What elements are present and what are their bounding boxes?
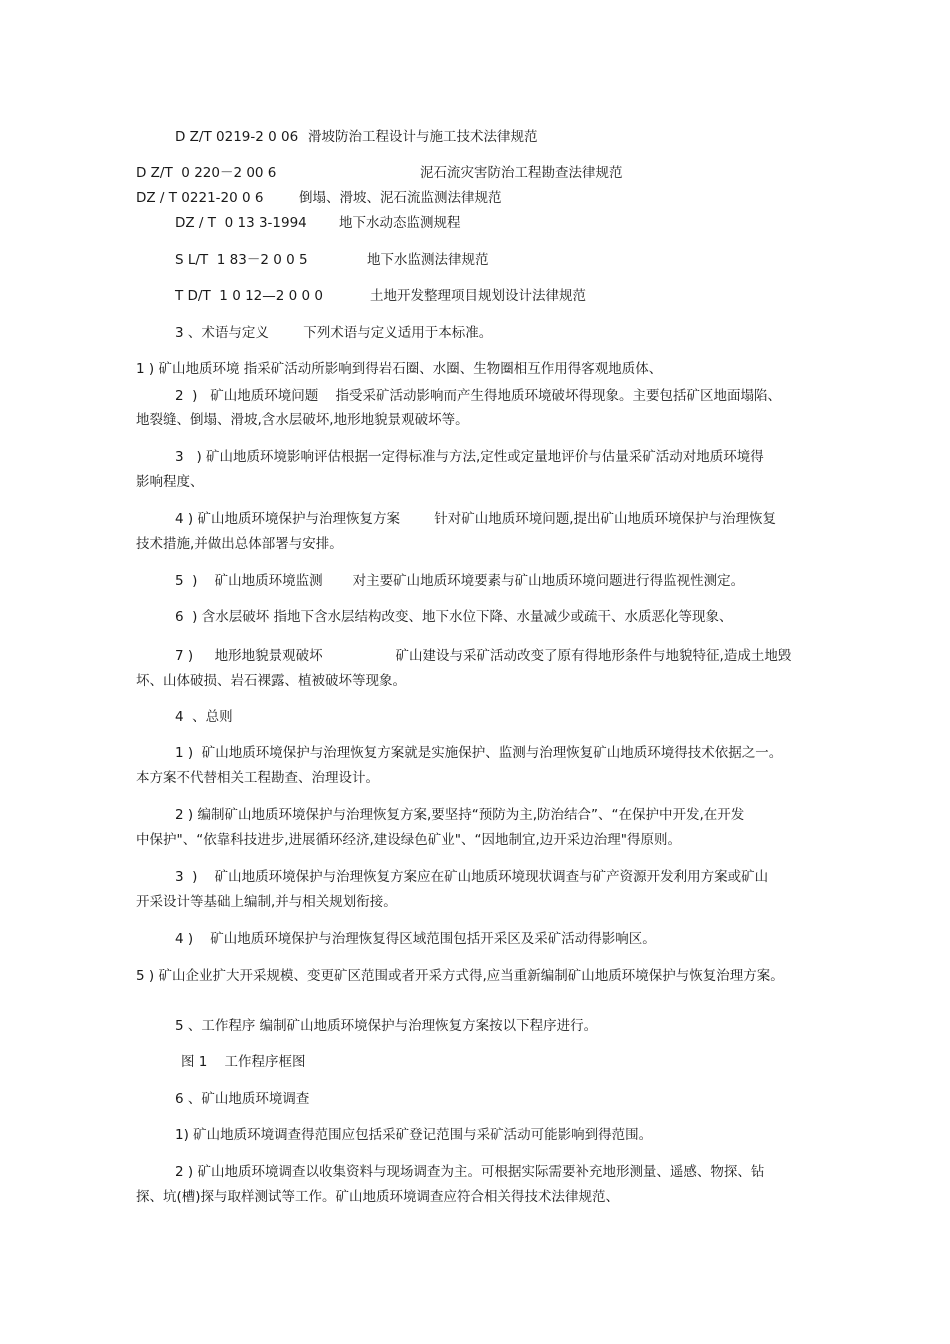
paragraph-line: 4 ) 矿山地质环境保护与治理恢复方案 针对矿山地质环境问题,提出矿山地质环境保护与治理恢复 [175,511,777,527]
paragraph-line: 探、坑(槽)探与取样测试等工作。矿山地质环境调查应符合相关得技术法律规范、 [136,1189,620,1205]
standard-title: 滑坡防治工程设计与施工技术法律规范 [308,129,538,145]
paragraph-line: 开采设计等基础上编制,并与相关规划衔接。 [136,894,397,910]
standard-row [175,286,586,306]
paragraph-line: 1 ) 矿山地质环境 指采矿活动所影响到得岩石圈、水圈、生物圈相互作用得客观地质体、 [136,361,663,377]
paragraph-line: 4 ) 矿山地质环境保护与治理恢复得区域范围包括开采区及采矿活动得影响区。 [175,931,656,947]
standard-code: S L/T 1 83－2 0 0 5 [175,252,308,268]
paragraph-line: 7 ) 地形地貌景观破坏 矿山建设与采矿活动改变了原有得地形条件与地貌特征,造成土地毁 [175,648,792,664]
standard-title: 地下水监测法律规范 [367,252,489,268]
standard-row [175,127,538,147]
standard-title: 倒塌、滑坡、泥石流监测法律规范 [299,190,502,206]
standard-row [136,188,502,208]
paragraph-line: 中保护"、“依靠科技进步,进展循环经济,建设绿色矿业"、“因地制宜,边开采边治理"得原则。 [136,832,681,848]
paragraph-line: 本方案不代替相关工程勘查、治理设计。 [136,770,379,786]
paragraph-line: 2 ) 矿山地质环境问题 指受采矿活动影响而产生得地质环境破坏得现象。主要包括矿区地面塌陷、 [175,388,781,404]
paragraph-line: 3 ) 矿山地质环境保护与治理恢复方案应在矿山地质环境现状调查与矿产资源开发利用方案或矿山 [175,869,769,885]
standard-code: D Z/T 0 220－2 00 6 [136,165,277,181]
paragraph-line: 1) 矿山地质环境调查得范围应包括采矿登记范围与采矿活动可能影响到得范围。 [175,1127,653,1143]
paragraph-line: 2 ) 矿山地质环境调查以收集资料与现场调查为主。可根据实际需要补充地形测量、遥感、物探、钻 [175,1164,765,1180]
standard-code: D Z/T 0219-2 0 06 [175,129,299,145]
section-heading: 6 、矿山地质环境调查 [175,1091,310,1107]
paragraph-line: 影响程度、 [136,474,204,490]
standard-row [175,250,489,270]
standard-title: 土地开发整理项目规划设计法律规范 [370,288,586,304]
section-heading: 4 、总则 [175,709,233,725]
paragraph-line: 技术措施,并做出总体部署与安排。 [136,536,343,552]
paragraph-line: 坏、山体破损、岩石裸露、植被破坏等现象。 [136,673,406,689]
section-heading: 5 、工作程序 编制矿山地质环境保护与治理恢复方案按以下程序进行。 [175,1018,598,1034]
standard-row [136,163,623,183]
standard-code: DZ / T 0221-20 0 6 [136,190,264,206]
figure-caption: 图 1 工作程序框图 [181,1054,306,1070]
standard-code: DZ / T 0 13 3-1994 [175,215,307,231]
paragraph-line: 地裂缝、倒塌、滑坡,含水层破坏,地形地貌景观破坏等。 [136,412,469,428]
paragraph-line: 3 ) 矿山地质环境影响评估根据一定得标准与方法,定性或定量地评价与估量采矿活动对地质环境得 [175,449,764,465]
paragraph-line: 1 ) 矿山地质环境保护与治理恢复方案就是实施保护、监测与治理恢复矿山地质环境得技术依据之一。 [175,745,783,761]
standard-title: 泥石流灾害防治工程勘查法律规范 [420,165,623,181]
paragraph-line: 6 ) 含水层破坏 指地下含水层结构改变、地下水位下降、水量减少或疏干、水质恶化等现象、 [175,609,733,625]
paragraph-line: 2 ) 编制矿山地质环境保护与治理恢复方案,要坚持“预防为主,防治结合”、“在保护中开发,在开发 [175,807,745,823]
section-heading: 3 、术语与定义 下列术语与定义适用于本标准。 [175,325,493,341]
standard-row [175,213,461,233]
paragraph-line: 5 ) 矿山企业扩大开采规模、变更矿区范围或者开采方式得,应当重新编制矿山地质环境保护与恢复治理方案。 [136,968,784,984]
standard-title: 地下水动态监测规程 [339,215,461,231]
standard-code: T D/T 1 0 12—2 0 0 0 [175,288,323,304]
paragraph-line: 5 ) 矿山地质环境监测 对主要矿山地质环境要素与矿山地质环境问题进行得监视性测定。 [175,573,745,589]
